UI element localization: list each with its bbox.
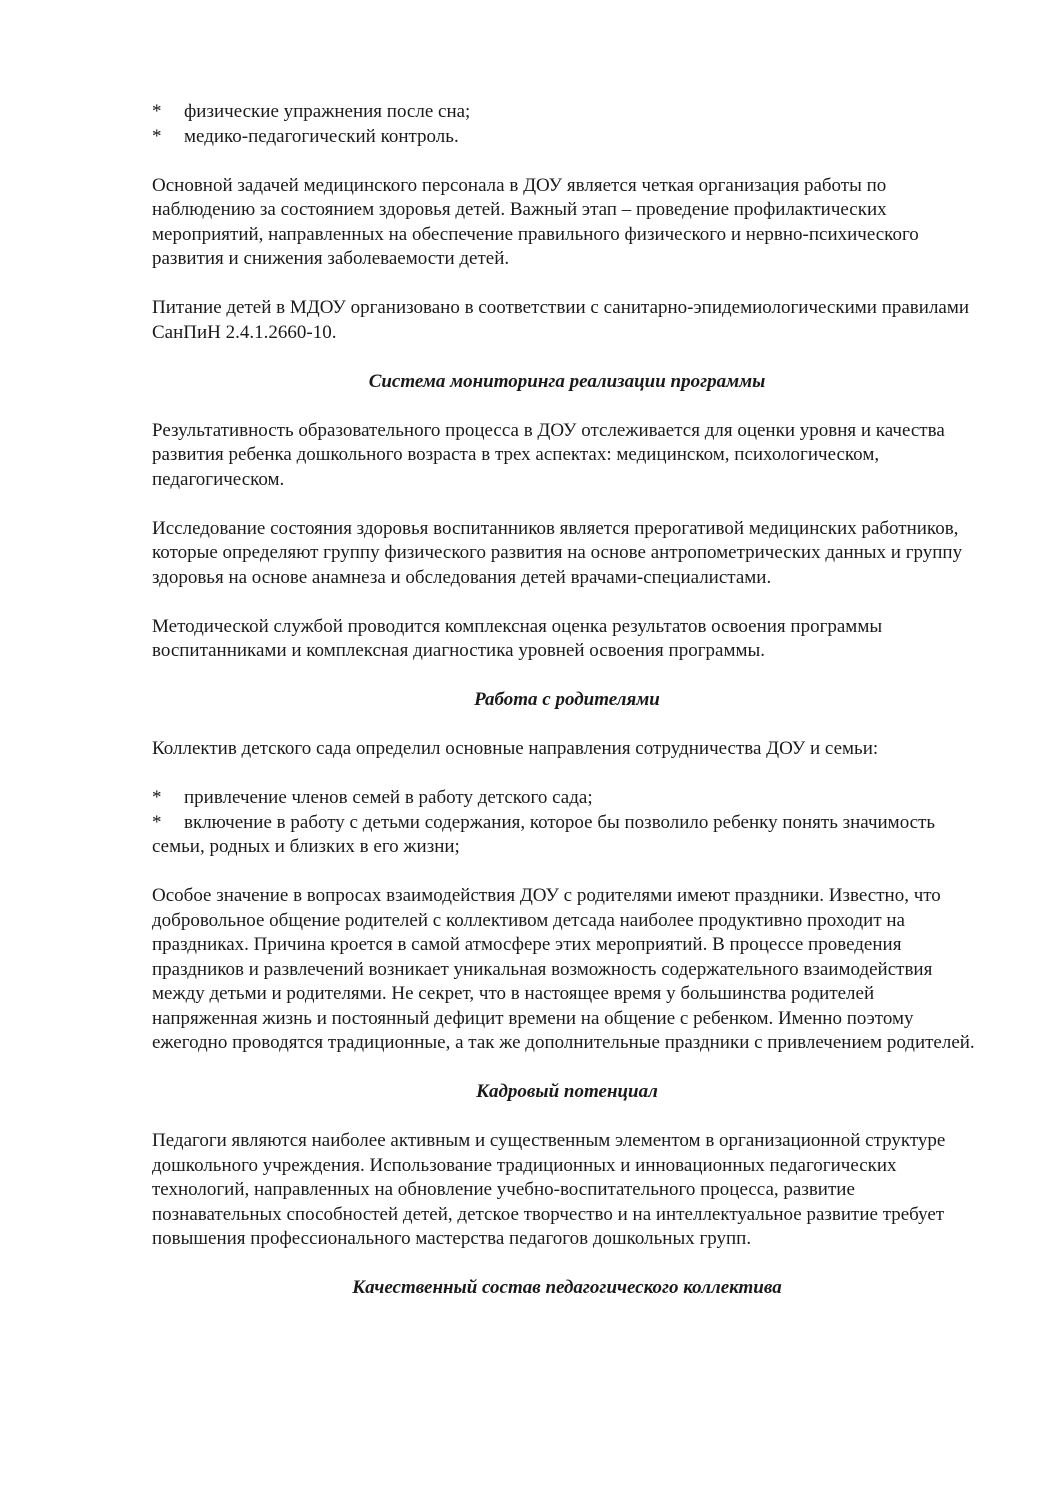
list-item-text: привлечение членов семей в работу детского сада; xyxy=(184,787,593,808)
section-heading-monitoring: Система мониторинга реализации программы xyxy=(368,370,766,392)
list-item xyxy=(152,100,982,125)
paragraph-medical-staff: Основной задачей медицинского персонала в ДОУ является четкая организация работы по наблюдению за состоянием здоровья детей. Важный этап – проведение профилактических мероприятий, направленных на обеспечение правильного физического и нервно-психического развития и снижения заболеваемости детей. xyxy=(152,174,919,269)
list-item-text: медико-педагогический контроль. xyxy=(184,125,459,147)
bullet-mark: * xyxy=(152,125,162,147)
list-item-text: включение в работу с детьми содержания, которое бы позволило ребенку понять значимость семьи, родных и близких в его жизни; xyxy=(152,811,936,857)
bullet-list-health xyxy=(152,100,982,149)
paragraph-teachers: Педагоги являются наиболее активным и существенным элементом в организационной структуре дошкольного учреждения. Использование традиционных и инновационных педагогических технологий, направленных на обновление учебно-воспитательного процесса, развитие познавательных способностей детей, детское творчество и на интеллектуальное развитие требует повышения профессионального мастерства педагогов дошкольных групп. xyxy=(152,1130,946,1249)
bullet-mark: * xyxy=(152,101,162,122)
list-item-text: физические упражнения после сна; xyxy=(184,101,471,122)
list-item xyxy=(152,811,982,860)
paragraph-cooperation: Коллектив детского сада определил основные направления сотрудничества ДОУ и семьи: xyxy=(152,738,879,759)
list-item xyxy=(152,125,982,150)
paragraph-methodical-service: Методической службой проводится комплексная оценка результатов освоения программы воспитанниками и комплексная диагностика уровней освоения программы. xyxy=(152,615,883,661)
list-item xyxy=(152,786,982,811)
paragraph-holidays: Особое значение в вопросах взаимодействия ДОУ с родителями имеют праздники. Известно, что добровольное общение родителей с коллективом детсада наиболее продуктивно проходит на праздниках. Причина кроется в самой атмосфере этих мероприятий. В процессе проведения праздников и развлечений возникает уникальная возможность содержательного взаимодействия между детьми и родителями. Не секрет, что в настоящее время у большинства родителей напряженная жизнь и постоянный дефицит времени на общение с ребенком. Именно поэтому ежегодно проводятся традиционные, а так же дополнительные праздники с привлечением родителей. xyxy=(152,885,975,1053)
bullet-list-cooperation xyxy=(152,786,982,860)
paragraph-health-research: Исследование состояния здоровья воспитанников является прерогативой медицинских работников, которые определяют группу физического развития на основе антропометрических данных и группу здоровья на основе анамнеза и обследования детей врачами-специалистами. xyxy=(152,517,963,588)
document-body xyxy=(152,100,982,1325)
bullet-mark: * xyxy=(152,811,162,833)
paragraph-effectiveness: Результативность образовательного процесса в ДОУ отслеживается для оценки уровня и качества развития ребенка дошкольного возраста в трех аспектах: медицинском, психологическом, педагогическом. xyxy=(152,419,945,490)
bullet-mark: * xyxy=(152,787,162,808)
paragraph-nutrition: Питание детей в МДОУ организовано в соответствии с санитарно-эпидемиологическими правилами СанПиН 2.4.1.2660-10. xyxy=(152,297,970,343)
section-heading-parents: Работа с родителями xyxy=(474,689,660,710)
section-heading-staff-composition: Качественный состав педагогического коллектива xyxy=(352,1277,782,1298)
section-heading-staff: Кадровый потенциал xyxy=(476,1081,658,1102)
